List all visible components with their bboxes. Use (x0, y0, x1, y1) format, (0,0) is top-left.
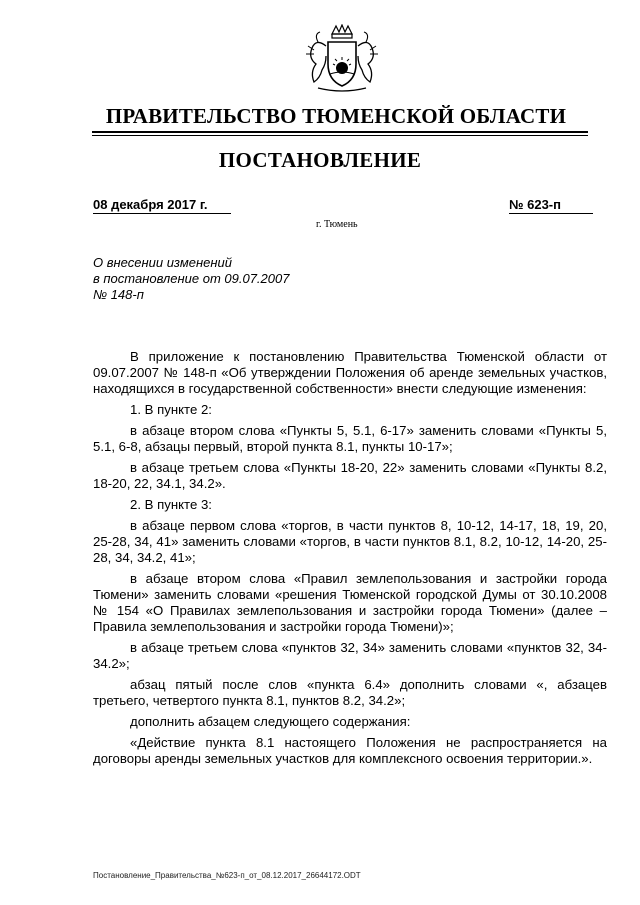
document-body (93, 349, 607, 772)
document-number: № 623-п (509, 197, 593, 214)
subject-line: в постановление от 09.07.2007 (93, 271, 290, 286)
coat-of-arms-graphic (296, 24, 388, 96)
tyumen-coat-of-arms-icon (296, 24, 388, 96)
body-paragraph: в абзаце первом слова «торгов, в части пунктов 8, 10-12, 14-17, 18, 19, 20, 25-28, 34, 41» заменить словами «торгов, в части пунктов 8.1, 8.2, 10-12, 14-20, 25-28, 34, 34.2, 41»; (93, 518, 607, 565)
organization-title: ПРАВИТЕЛЬСТВО ТЮМЕНСКОЙ ОБЛАСТИ (105, 104, 567, 128)
document-date: 08 декабря 2017 г. (93, 197, 231, 214)
body-paragraph: 2. В пункте 3: (130, 497, 212, 512)
body-paragraph: в абзаце втором слова «Правил землепользования и застройки города Тюмени» заменить словами «решения Тюменской городской Думы от 30.10.2008 № 154 «О Правилах землепользования и застройки города Тюмени» (далее – Правила землепользования и застройки города Тюмени)»; (93, 571, 607, 634)
file-footer: Постановление_Правительства_№623-п_от_08.12.2017_26644172.ODT (93, 871, 361, 880)
document-type-heading: ПОСТАНОВЛЕНИЕ (218, 148, 422, 172)
title-rule-thin (92, 135, 588, 136)
subject-line: № 148-п (93, 287, 144, 302)
body-paragraph: в абзаце третьем слова «пунктов 32, 34» заменить словами «пунктов 32, 34-34.2»; (93, 640, 607, 671)
body-paragraph: В приложение к постановлению Правительства Тюменской области от 09.07.2007 № 148-п «Об утверждении Положения об аренде земельных участков, находящихся в государственной собственности» внести следующие изменения: (93, 349, 607, 396)
subject-line: О внесении изменений (93, 255, 232, 270)
body-paragraph: дополнить абзацем следующего содержания: (130, 714, 411, 729)
document-subject (93, 255, 353, 303)
document-city: г. Тюмень (316, 219, 358, 230)
body-paragraph: в абзаце втором слова «Пункты 5, 5.1, 6-17» заменить словами «Пункты 5, 5.1, 6-8, абзацы первый, второй пункта 8.1, пункты 10-17»; (93, 423, 607, 454)
body-paragraph: 1. В пункте 2: (130, 402, 212, 417)
body-paragraph: абзац пятый после слов «пункта 6.4» дополнить словами «, абзацев третьего, четвертого пункта 8.1, пунктов 8.2, 34.2»; (93, 677, 607, 708)
title-rule-thick (92, 131, 588, 133)
body-paragraph: «Действие пункта 8.1 настоящего Положения не распространяется на договоры аренды земельных участков для комплексного освоения территории.». (93, 735, 607, 766)
body-paragraph: в абзаце третьем слова «Пункты 18-20, 22» заменить словами «Пункты 8.2, 18-20, 22, 34.1, 34.2». (93, 460, 607, 491)
